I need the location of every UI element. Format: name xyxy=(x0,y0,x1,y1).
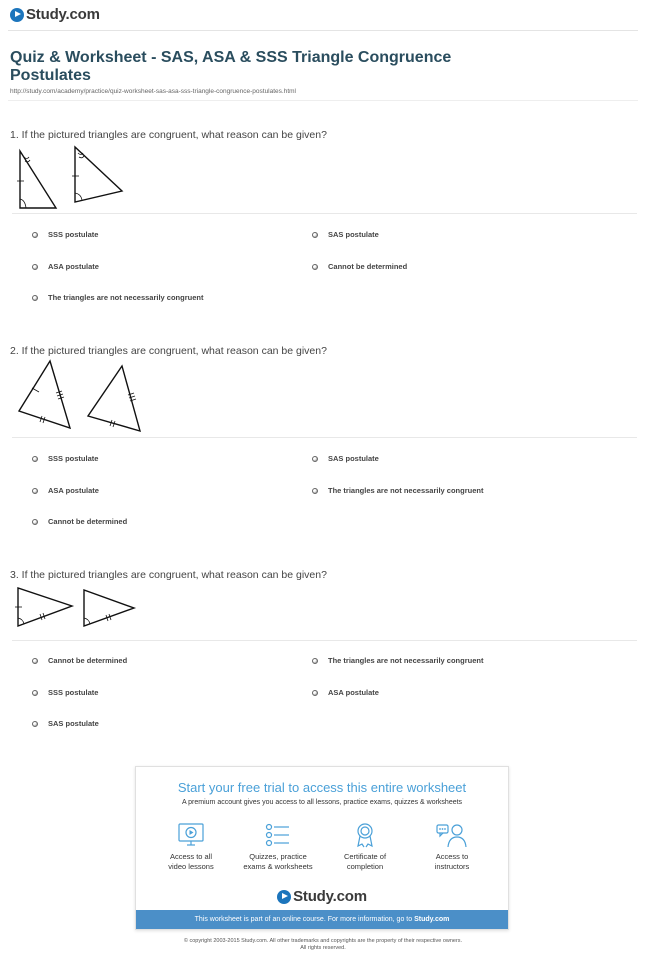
feature-certificate xyxy=(324,822,406,872)
rights-line: All rights reserved. xyxy=(300,945,346,951)
promo-subtitle: A premium account gives you access to all lessons, practice exams, quizzes & worksheets xyxy=(181,799,463,806)
question-2-divider xyxy=(12,437,637,438)
radio-icon[interactable] xyxy=(312,232,318,238)
feature-label-line1: Access to xyxy=(435,852,469,861)
feature-label-line2: video lessons xyxy=(168,862,214,871)
url-divider xyxy=(8,100,638,101)
feature-label-line1: Certificate of xyxy=(343,852,387,861)
feature-video-lessons xyxy=(150,822,232,872)
feature-label-line2: instructors xyxy=(434,862,470,871)
video-lesson-icon xyxy=(177,822,205,848)
q3-option-c[interactable]: SSS postulate xyxy=(32,688,98,697)
feature-label-line1: Access to all xyxy=(169,852,213,861)
quiz-list-icon xyxy=(264,822,292,848)
feature-instructors xyxy=(411,822,493,872)
radio-icon[interactable] xyxy=(32,232,38,238)
question-1-figure xyxy=(10,144,130,212)
question-3-text: 3. If the pictured triangles are congruent, what reason can be given? xyxy=(10,569,327,581)
radio-icon[interactable] xyxy=(32,721,38,727)
promo-bar-link[interactable]: Study.com xyxy=(414,916,450,923)
radio-icon[interactable] xyxy=(312,690,318,696)
radio-icon[interactable] xyxy=(32,488,38,494)
page-title: Quiz & Worksheet - SAS, ASA & SSS Triangle Congruence Postulates xyxy=(10,49,452,84)
radio-icon[interactable] xyxy=(32,519,38,525)
radio-icon[interactable] xyxy=(32,264,38,270)
q2-option-d[interactable]: The triangles are not necessarily congruent xyxy=(312,486,483,495)
q2-option-c[interactable]: ASA postulate xyxy=(32,486,99,495)
q2-option-a[interactable]: SSS postulate xyxy=(32,454,98,463)
promo-bar-text: This worksheet is part of an online course. For more information, go to xyxy=(194,916,415,923)
question-2-text: 2. If the pictured triangles are congruent, what reason can be given? xyxy=(10,345,327,357)
instructor-icon xyxy=(436,822,468,848)
q3-option-d[interactable]: ASA postulate xyxy=(312,688,379,697)
feature-label-line2: completion xyxy=(346,862,384,871)
question-2-figure xyxy=(10,358,150,434)
play-logo-icon xyxy=(277,890,291,904)
feature-quizzes xyxy=(237,822,319,872)
q3-option-a[interactable]: Cannot be determined xyxy=(32,656,127,665)
q3-option-b[interactable]: The triangles are not necessarily congruent xyxy=(312,656,483,665)
promo-logo-text: Study.com xyxy=(293,888,367,905)
promo-study-logo[interactable] xyxy=(136,888,508,905)
certificate-icon xyxy=(351,822,379,848)
feature-label-line1: Quizzes, practice xyxy=(249,852,307,861)
promo-info-bar xyxy=(136,910,508,929)
q1-option-c[interactable]: ASA postulate xyxy=(32,262,99,271)
page-url[interactable]: http://study.com/academy/practice/quiz-worksheet-sas-asa-sss-triangle-congruence-postulates.html xyxy=(10,88,296,95)
question-3-divider xyxy=(12,640,637,641)
logo-text: Study.com xyxy=(26,6,100,23)
question-1-divider xyxy=(12,213,637,214)
copyright-line: © copyright 2003-2015 Study.com. All other trademarks and copyrights are the property of their respective owners. xyxy=(183,938,463,944)
radio-icon[interactable] xyxy=(312,658,318,664)
q1-option-b[interactable]: SAS postulate xyxy=(312,230,379,239)
radio-icon[interactable] xyxy=(32,658,38,664)
header-divider xyxy=(8,30,638,31)
study-logo[interactable] xyxy=(10,6,100,23)
play-logo-icon xyxy=(10,8,24,22)
radio-icon[interactable] xyxy=(32,456,38,462)
question-3-figure xyxy=(10,584,140,630)
feature-label-line2: exams & worksheets xyxy=(243,862,313,871)
radio-icon[interactable] xyxy=(312,488,318,494)
q2-option-b[interactable]: SAS postulate xyxy=(312,454,379,463)
free-trial-promo[interactable] xyxy=(135,766,509,930)
radio-icon[interactable] xyxy=(312,264,318,270)
radio-icon[interactable] xyxy=(312,456,318,462)
promo-title[interactable]: Start your free trial to access this entire worksheet xyxy=(177,780,467,795)
radio-icon[interactable] xyxy=(32,690,38,696)
q1-option-e[interactable]: The triangles are not necessarily congruent xyxy=(32,293,203,302)
q1-option-d[interactable]: Cannot be determined xyxy=(312,262,407,271)
q1-option-a[interactable]: SSS postulate xyxy=(32,230,98,239)
radio-icon[interactable] xyxy=(32,295,38,301)
q3-option-e[interactable]: SAS postulate xyxy=(32,719,99,728)
question-1-text: 1. If the pictured triangles are congruent, what reason can be given? xyxy=(10,129,327,141)
copyright-footer xyxy=(0,938,646,952)
q2-option-e[interactable]: Cannot be determined xyxy=(32,517,127,526)
